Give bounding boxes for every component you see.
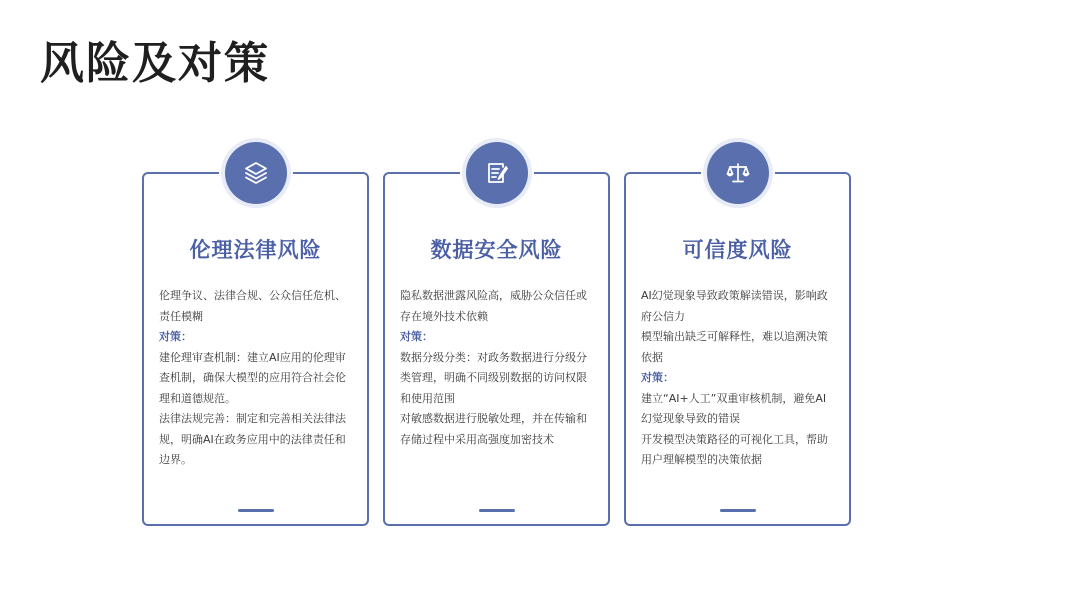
measure-item: 法律法规完善：制定和完善相关法律法规，明确AI在政务应用中的法律责任和边界。 (159, 412, 346, 466)
page-title: 风险及对策 (40, 38, 270, 89)
document-edit-icon (466, 142, 528, 204)
card-body (641, 286, 835, 471)
card-icon-halo (460, 136, 534, 210)
card-title: 伦理法律风险 (189, 238, 322, 262)
risk-description: AI幻觉现象导致政策解读错误，影响政府公信力 (641, 289, 828, 323)
risk-card-credibility (624, 172, 851, 526)
risk-description: 隐私数据泄露风险高，威胁公众信任或存在境外技术依赖 (400, 289, 587, 323)
card-bottom-bar (479, 509, 515, 512)
card-bottom-bar (720, 509, 756, 512)
card-body (159, 286, 353, 471)
risk-card-ethics-law (142, 172, 369, 526)
risk-description: 伦理争议、法律合规、公众信任危机、责任模糊 (159, 289, 346, 323)
card-title: 数据安全风险 (430, 238, 563, 262)
strategy-label: 对策： (159, 330, 192, 343)
card-icon-halo (219, 136, 293, 210)
risk-description: 模型输出缺乏可解释性，难以追溯决策依据 (641, 330, 828, 364)
measure-item: 建伦理审查机制：建立AI应用的伦理审查机制，确保大模型的应用符合社会伦理和道德规范。 (159, 350, 346, 405)
measure-item: 数据分级分类：对政务数据进行分级分类管理，明确不同级别数据的访问权限和使用范围 (400, 350, 587, 405)
layers-icon (225, 142, 287, 204)
measure-item: 对敏感数据进行脱敏处理，并在传输和存储过程中采用高强度加密技术 (400, 412, 587, 446)
strategy-label: 对策： (641, 371, 674, 384)
measure-item: 建立“AI+人工”双重审核机制，避免AI幻觉现象导致的错误 (641, 391, 827, 425)
card-bottom-bar (238, 509, 274, 512)
card-title: 可信度风险 (682, 238, 793, 262)
risk-card-data-security (383, 172, 610, 526)
card-icon-halo (701, 136, 775, 210)
card-body (400, 286, 594, 450)
scales-icon (707, 142, 769, 204)
strategy-label: 对策： (400, 330, 433, 343)
measure-item: 开发模型决策路径的可视化工具，帮助用户理解模型的决策依据 (641, 432, 828, 466)
